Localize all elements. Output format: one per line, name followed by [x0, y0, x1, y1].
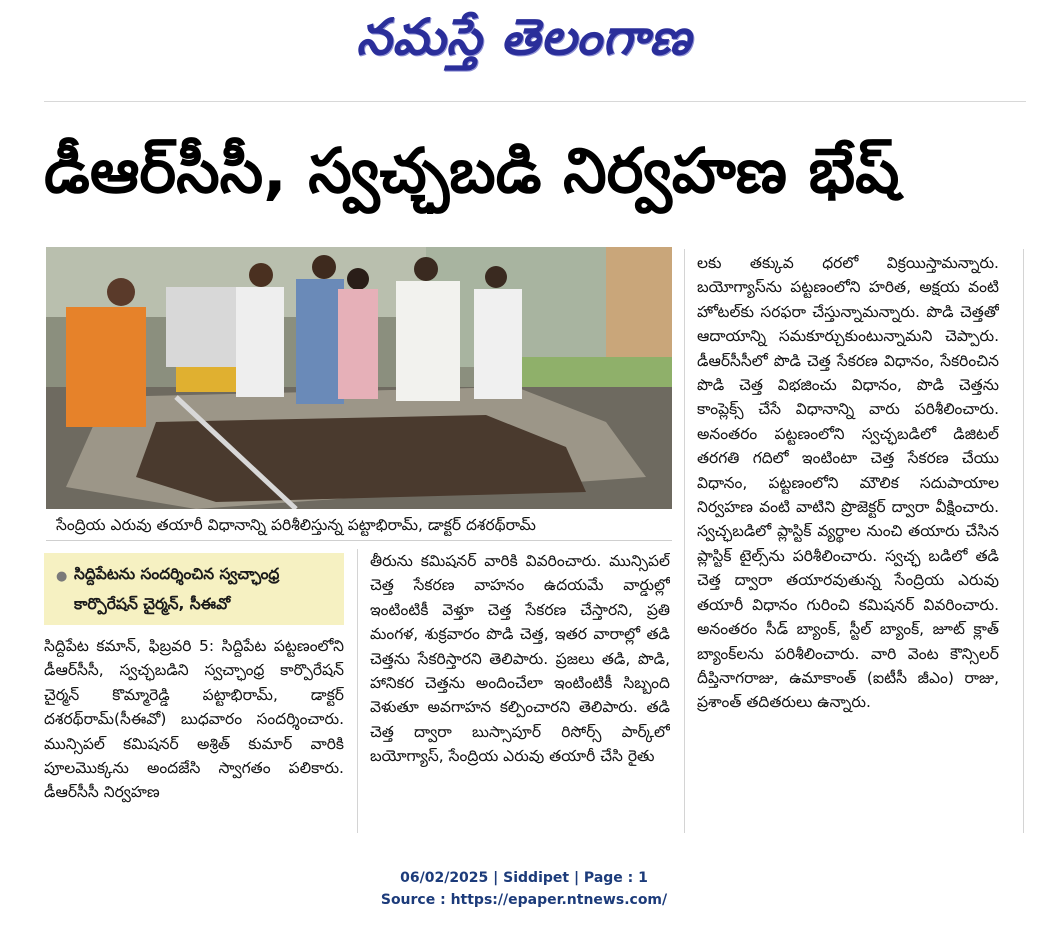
bullet-icon: ● [56, 569, 68, 584]
subheading-box [44, 553, 344, 625]
subheading: సిద్దిపేటను సందర్శించిన స్వచ్ఛాంధ్ర కార్పొరేషన్‌ చైర్మన్‌, సీఈవో [74, 565, 280, 613]
caption-divider [46, 540, 672, 541]
article-photo-illustration [46, 247, 672, 509]
column-divider [684, 249, 685, 833]
article-column-2: తీరును కమిషనర్‌ వారికి వివరించారు. మున్సిపల్‌ చెత్త సేకరణ వాహనం ఉదయమే వార్డుల్లో ఇంటింటికీ వెళ్తూ చెత్త సేకరణ చేస్తారని, ప్రతి మంగళ, శుక్రవారం పొడి చెత్త, ఇతర వారాల్లో తడి చెత్తను సేకరిస్తారని తెలిపారు. ప్రజలు తడి, పొడి, హానికర చెత్తను అందించేలా ఇంటింటికీ సిబ్బంది వెళుతూ అవగాహన కల్పించారని తెలిపారు. తడి చెత్త ద్వారా బుస్సాపూర్‌ రిసోర్స్‌ పార్క్‌లో బయోగ్యాస్‌, సేంద్రియ ఎరువు తయారీ చేసి రైతు [370, 552, 670, 766]
masthead [0, 0, 1048, 78]
column-divider [357, 549, 358, 833]
masthead-title: నమస్తే తెలంగాణ [356, 8, 692, 66]
top-divider [44, 101, 1026, 102]
column-divider [1023, 249, 1024, 833]
article-headline: డీఆర్‌సీసీ, స్వచ్ఛబడి నిర్వహణ భేష్ [44, 134, 900, 207]
photo-caption: సేంద్రియ ఎరువు తయారీ విధానాన్ని పరిశీలిస్తున్న పట్టాభిరామ్‌, డాక్టర్‌ దశరథ్‌రామ్‌ [56, 516, 536, 534]
article-column-1: సిద్దిపేట కమాన్‌, ఫిబ్రవరి 5: సిద్దిపేట పట్టణంలోని డీఆర్‌సీసీ, స్వచ్ఛబడిని స్వచ్ఛాంధ్ర కార్పొరేషన్‌ చైర్మన్‌ కొమ్మారెడ్డి పట్టాభిరామ్‌, డాక్టర్‌ దశరథ్‌రామ్‌(సీఈవో) బుధవారం సందర్శించారు. మున్సిపల్‌ కమిషనర్‌ అశ్రిత్‌ కుమార్‌ వారికి పూలమొక్కను అందజేసి స్వాగతం పలికారు. డీఆర్‌సీసీ నిర్వహణ [44, 637, 344, 802]
article-photo [46, 247, 672, 509]
footer-date-edition: 06/02/2025 | Siddipet | Page : 1 [400, 870, 648, 886]
footer-source: Source : https://epaper.ntnews.com/ [380, 892, 668, 908]
article-column-3: లకు తక్కువ ధరలో విక్రయిస్తామన్నారు. బయోగ్యాస్‌ను పట్టణంలోని హరిత, అక్షయ వంటి హోటల్‌కు సరఫరా చేస్తున్నామన్నారు. పొడి చెత్తతో ఆదాయాన్ని సమకూర్చుకుంటున్నామని చెప్పారు. డీఆర్‌సీసీలో పొడి చెత్త సేకరణ విధానం, సేకరించిన పొడి చెత్త విభజించు విధానం, పొడి చెత్తను కాంప్లెక్స్‌ చేసే విధానాన్ని వారు పరిశీలించారు. అనంతరం పట్టణంలోని స్వచ్ఛబడిలో డిజిటల్‌ తరగతి గదిలో ఇంటింటా చెత్త సేకరణ చేయు విధానం, పట్టణంలోని మౌలిక సదుపాయాల నిర్వహణ వంటి వాటిని ప్రొజెక్టర్‌ ద్వారా వీక్షించారు. స్వచ్ఛబడిలో ప్లాస్టిక్‌ వ్యర్థాల నుంచి తయారు చేసిన ప్లాస్టిక్‌ టైల్స్‌ను పరిశీలించారు. స్వచ్ఛ బడిలో తడి చెత్త ద్వారా తయారవుతున్న సేంద్రియ ఎరువు తయారీ విధానం గురించి కమిషనర్‌ వివరించారు. అనంతరం సీడ్‌ బ్యాంక్‌, స్టీల్‌ బ్యాంక్‌, జూట్‌ క్లాత్‌ బ్యాంక్‌లను పరిశీలించారు. వారి వెంట కౌన్సిలర్‌ దీప్తినాగరాజు, ఉమాకాంత్‌ (ఐటీసీ జీఎం) రాజు, ప్రశాంత్‌ తదితరులు ఉన్నారు. [697, 254, 999, 712]
